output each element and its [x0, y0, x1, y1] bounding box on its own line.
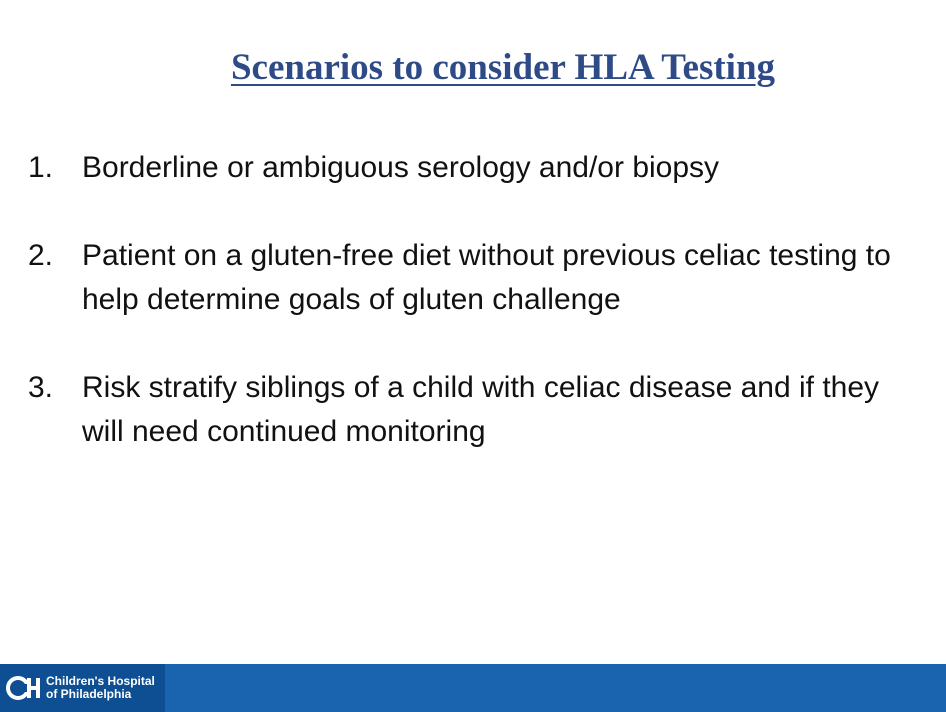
- list-item: [28, 146, 928, 190]
- logo-text: [46, 675, 155, 701]
- footer-bar: [0, 664, 946, 712]
- list-item-number: 2.: [28, 239, 54, 272]
- list-item-text: Borderline or ambiguous serology and/or biopsy: [82, 151, 720, 184]
- list-item-text: Patient on a gluten-free diet without previous celiac testing to help determine goals of gluten challenge: [82, 239, 891, 316]
- logo-line-2: of Philadelphia: [46, 687, 132, 701]
- chop-logo-icon: [6, 673, 42, 703]
- logo-line-1: Children's Hospital: [46, 674, 155, 688]
- list-item-text: Risk stratify siblings of a child with celiac disease and if they will need continued monitoring: [82, 371, 880, 448]
- list-item-number: 3.: [28, 371, 54, 404]
- list-item: [28, 366, 928, 454]
- scenario-list: [28, 146, 928, 498]
- logo: [0, 664, 165, 712]
- slide-title: Scenarios to consider HLA Testing: [230, 47, 776, 88]
- list-item-number: 1.: [28, 151, 54, 184]
- list-item: [28, 234, 928, 322]
